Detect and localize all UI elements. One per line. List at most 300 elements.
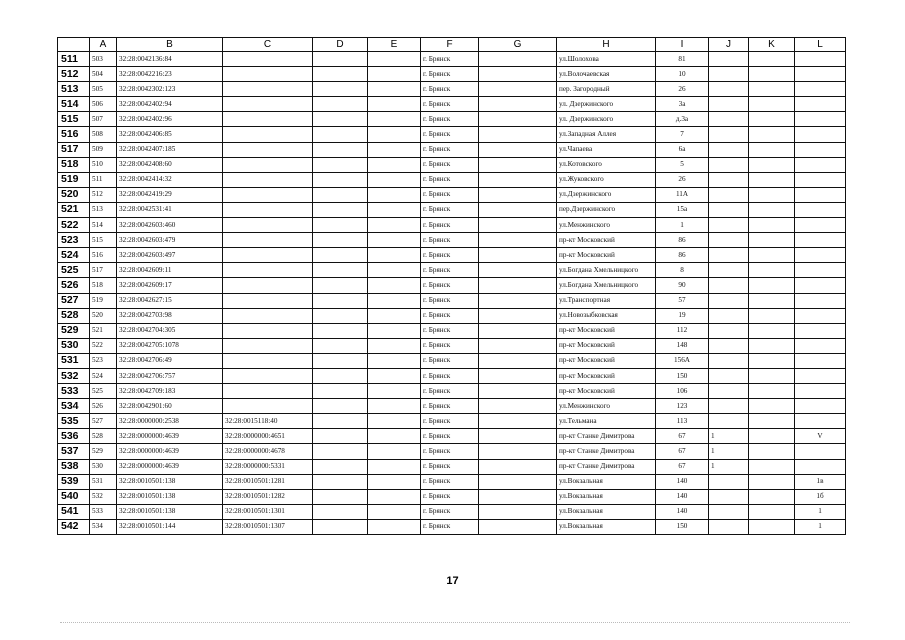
cell-b[interactable]: 32:28:0010501:138 — [117, 474, 223, 489]
cell-a[interactable]: 512 — [90, 187, 117, 202]
cell-c[interactable]: 32:28:0010501:1301 — [223, 504, 313, 519]
cell-d[interactable] — [313, 157, 368, 172]
cell-a[interactable]: 517 — [90, 263, 117, 278]
cell-b[interactable]: 32:28:0000000:4639 — [117, 429, 223, 444]
cell-i[interactable]: 140 — [656, 489, 709, 504]
cell-j[interactable] — [709, 263, 749, 278]
cell-k[interactable] — [749, 368, 795, 383]
cell-f[interactable]: г. Брянск — [421, 429, 479, 444]
cell-g[interactable] — [479, 338, 557, 353]
row-number[interactable]: 531 — [58, 353, 90, 368]
cell-i[interactable]: 113 — [656, 414, 709, 429]
row-number[interactable]: 534 — [58, 399, 90, 414]
cell-g[interactable] — [479, 504, 557, 519]
cell-l[interactable]: 1 — [795, 519, 846, 534]
cell-g[interactable] — [479, 97, 557, 112]
row-number[interactable]: 528 — [58, 308, 90, 323]
cell-i[interactable]: 8 — [656, 263, 709, 278]
cell-d[interactable] — [313, 368, 368, 383]
cell-h[interactable]: пр-кт Московский — [557, 384, 656, 399]
cell-e[interactable] — [368, 67, 421, 82]
cell-i[interactable]: 26 — [656, 172, 709, 187]
cell-j[interactable] — [709, 67, 749, 82]
cell-e[interactable] — [368, 353, 421, 368]
cell-g[interactable] — [479, 248, 557, 263]
row-number[interactable]: 517 — [58, 142, 90, 157]
cell-d[interactable] — [313, 82, 368, 97]
cell-b[interactable]: 32:28:0000000:4639 — [117, 444, 223, 459]
cell-d[interactable] — [313, 414, 368, 429]
cell-c[interactable]: 32:28:0010501:1281 — [223, 474, 313, 489]
cell-j[interactable] — [709, 504, 749, 519]
cell-l[interactable] — [795, 399, 846, 414]
cell-l[interactable] — [795, 414, 846, 429]
cell-l[interactable] — [795, 112, 846, 127]
cell-i[interactable]: 140 — [656, 504, 709, 519]
cell-c[interactable]: 32:28:0000000:5331 — [223, 459, 313, 474]
cell-g[interactable] — [479, 399, 557, 414]
cell-e[interactable] — [368, 293, 421, 308]
cell-c[interactable]: 32:28:0000000:4651 — [223, 429, 313, 444]
cell-d[interactable] — [313, 112, 368, 127]
cell-k[interactable] — [749, 127, 795, 142]
cell-d[interactable] — [313, 263, 368, 278]
cell-g[interactable] — [479, 157, 557, 172]
cell-b[interactable]: 32:28:0042402:96 — [117, 112, 223, 127]
cell-j[interactable] — [709, 293, 749, 308]
row-number[interactable]: 533 — [58, 384, 90, 399]
cell-c[interactable] — [223, 218, 313, 233]
cell-j[interactable] — [709, 323, 749, 338]
cell-d[interactable] — [313, 308, 368, 323]
row-number[interactable]: 527 — [58, 293, 90, 308]
cell-f[interactable]: г. Брянск — [421, 82, 479, 97]
cell-g[interactable] — [479, 414, 557, 429]
cell-l[interactable] — [795, 172, 846, 187]
cell-j[interactable] — [709, 233, 749, 248]
cell-k[interactable] — [749, 218, 795, 233]
cell-c[interactable] — [223, 97, 313, 112]
cell-a[interactable]: 523 — [90, 353, 117, 368]
cell-g[interactable] — [479, 278, 557, 293]
cell-h[interactable]: ул.Жуковского — [557, 172, 656, 187]
cell-g[interactable] — [479, 429, 557, 444]
cell-b[interactable]: 32:28:0042406:85 — [117, 127, 223, 142]
cell-i[interactable]: 10 — [656, 67, 709, 82]
row-number[interactable]: 540 — [58, 489, 90, 504]
cell-f[interactable]: г. Брянск — [421, 218, 479, 233]
row-number[interactable]: 530 — [58, 338, 90, 353]
row-number[interactable]: 525 — [58, 263, 90, 278]
cell-k[interactable] — [749, 353, 795, 368]
cell-g[interactable] — [479, 82, 557, 97]
cell-h[interactable]: ул.Вокзальная — [557, 489, 656, 504]
cell-g[interactable] — [479, 308, 557, 323]
cell-h[interactable]: ул.Тельмана — [557, 414, 656, 429]
cell-b[interactable]: 32:28:0042531:41 — [117, 202, 223, 217]
cell-d[interactable] — [313, 233, 368, 248]
cell-l[interactable] — [795, 218, 846, 233]
cell-g[interactable] — [479, 384, 557, 399]
cell-k[interactable] — [749, 142, 795, 157]
cell-h[interactable]: ул.Шолохова — [557, 52, 656, 67]
cell-k[interactable] — [749, 248, 795, 263]
cell-h[interactable]: ул.Волочаевская — [557, 67, 656, 82]
cell-f[interactable]: г. Брянск — [421, 338, 479, 353]
cell-e[interactable] — [368, 202, 421, 217]
cell-h[interactable]: пр-кт Московский — [557, 323, 656, 338]
cell-f[interactable]: г. Брянск — [421, 399, 479, 414]
cell-i[interactable]: 86 — [656, 248, 709, 263]
cell-h[interactable]: ул.Западная Аллея — [557, 127, 656, 142]
cell-k[interactable] — [749, 384, 795, 399]
cell-k[interactable] — [749, 187, 795, 202]
cell-l[interactable] — [795, 97, 846, 112]
row-number[interactable]: 524 — [58, 248, 90, 263]
row-number[interactable]: 515 — [58, 112, 90, 127]
row-number[interactable]: 520 — [58, 187, 90, 202]
cell-j[interactable] — [709, 353, 749, 368]
row-number[interactable]: 529 — [58, 323, 90, 338]
cell-l[interactable] — [795, 82, 846, 97]
cell-d[interactable] — [313, 504, 368, 519]
cell-f[interactable]: г. Брянск — [421, 112, 479, 127]
cell-e[interactable] — [368, 308, 421, 323]
cell-d[interactable] — [313, 142, 368, 157]
cell-a[interactable]: 533 — [90, 504, 117, 519]
cell-i[interactable]: 57 — [656, 293, 709, 308]
cell-a[interactable]: 532 — [90, 489, 117, 504]
cell-d[interactable] — [313, 97, 368, 112]
cell-e[interactable] — [368, 263, 421, 278]
cell-a[interactable]: 521 — [90, 323, 117, 338]
cell-l[interactable] — [795, 278, 846, 293]
cell-k[interactable] — [749, 414, 795, 429]
cell-h[interactable]: ул.Транспортная — [557, 293, 656, 308]
cell-h[interactable]: ул.Богдана Хмельницкого — [557, 263, 656, 278]
cell-a[interactable]: 518 — [90, 278, 117, 293]
cell-i[interactable]: 150 — [656, 519, 709, 534]
cell-g[interactable] — [479, 519, 557, 534]
cell-j[interactable] — [709, 172, 749, 187]
cell-f[interactable]: г. Брянск — [421, 67, 479, 82]
cell-b[interactable]: 32:28:0042216:23 — [117, 67, 223, 82]
cell-l[interactable] — [795, 233, 846, 248]
row-number[interactable]: 516 — [58, 127, 90, 142]
cell-l[interactable]: 1б — [795, 489, 846, 504]
cell-j[interactable] — [709, 368, 749, 383]
cell-i[interactable]: 123 — [656, 399, 709, 414]
cell-f[interactable]: г. Брянск — [421, 157, 479, 172]
cell-b[interactable]: 32:28:0000000:4639 — [117, 459, 223, 474]
cell-i[interactable]: 156А — [656, 353, 709, 368]
row-number[interactable]: 513 — [58, 82, 90, 97]
cell-c[interactable]: 32:28:0010501:1282 — [223, 489, 313, 504]
cell-a[interactable]: 503 — [90, 52, 117, 67]
row-number[interactable]: 522 — [58, 218, 90, 233]
cell-i[interactable]: 148 — [656, 338, 709, 353]
cell-j[interactable] — [709, 112, 749, 127]
cell-k[interactable] — [749, 172, 795, 187]
cell-a[interactable]: 519 — [90, 293, 117, 308]
cell-i[interactable]: 112 — [656, 323, 709, 338]
cell-e[interactable] — [368, 384, 421, 399]
cell-h[interactable]: пр-кт Станке Димитрова — [557, 444, 656, 459]
cell-k[interactable] — [749, 338, 795, 353]
cell-a[interactable]: 510 — [90, 157, 117, 172]
cell-c[interactable] — [223, 233, 313, 248]
cell-i[interactable]: 67 — [656, 429, 709, 444]
cell-b[interactable]: 32:28:0042709:183 — [117, 384, 223, 399]
cell-e[interactable] — [368, 278, 421, 293]
cell-j[interactable] — [709, 474, 749, 489]
row-number[interactable]: 523 — [58, 233, 90, 248]
cell-j[interactable] — [709, 384, 749, 399]
cell-k[interactable] — [749, 233, 795, 248]
cell-a[interactable]: 506 — [90, 97, 117, 112]
cell-h[interactable]: ул. Дзержинского — [557, 112, 656, 127]
cell-a[interactable]: 505 — [90, 82, 117, 97]
cell-h[interactable]: пр-кт Московский — [557, 338, 656, 353]
cell-k[interactable] — [749, 459, 795, 474]
cell-c[interactable]: 32:28:0010501:1307 — [223, 519, 313, 534]
cell-i[interactable]: 81 — [656, 52, 709, 67]
cell-h[interactable]: пр-кт Московский — [557, 368, 656, 383]
cell-f[interactable]: г. Брянск — [421, 187, 479, 202]
cell-b[interactable]: 32:28:0010501:144 — [117, 519, 223, 534]
cell-l[interactable] — [795, 202, 846, 217]
cell-e[interactable] — [368, 414, 421, 429]
cell-a[interactable]: 525 — [90, 384, 117, 399]
cell-d[interactable] — [313, 429, 368, 444]
cell-d[interactable] — [313, 67, 368, 82]
cell-c[interactable] — [223, 248, 313, 263]
cell-c[interactable] — [223, 384, 313, 399]
cell-h[interactable]: пр-кт Станке Димитрова — [557, 429, 656, 444]
cell-d[interactable] — [313, 202, 368, 217]
cell-h[interactable]: ул.Чапаева — [557, 142, 656, 157]
cell-e[interactable] — [368, 368, 421, 383]
cell-i[interactable]: 15а — [656, 202, 709, 217]
cell-h[interactable]: пер.Дзержинского — [557, 202, 656, 217]
cell-h[interactable]: ул.Вокзальная — [557, 474, 656, 489]
cell-k[interactable] — [749, 82, 795, 97]
row-number[interactable]: 535 — [58, 414, 90, 429]
cell-k[interactable] — [749, 504, 795, 519]
cell-c[interactable] — [223, 308, 313, 323]
cell-e[interactable] — [368, 248, 421, 263]
cell-l[interactable] — [795, 263, 846, 278]
cell-l[interactable] — [795, 157, 846, 172]
cell-f[interactable]: г. Брянск — [421, 384, 479, 399]
cell-f[interactable]: г. Брянск — [421, 489, 479, 504]
cell-a[interactable]: 528 — [90, 429, 117, 444]
cell-a[interactable]: 526 — [90, 399, 117, 414]
cell-d[interactable] — [313, 444, 368, 459]
cell-a[interactable]: 514 — [90, 218, 117, 233]
cell-g[interactable] — [479, 127, 557, 142]
cell-k[interactable] — [749, 67, 795, 82]
cell-k[interactable] — [749, 323, 795, 338]
cell-j[interactable] — [709, 308, 749, 323]
cell-j[interactable] — [709, 489, 749, 504]
cell-k[interactable] — [749, 429, 795, 444]
cell-f[interactable]: г. Брянск — [421, 293, 479, 308]
cell-a[interactable]: 513 — [90, 202, 117, 217]
cell-f[interactable]: г. Брянск — [421, 353, 479, 368]
cell-k[interactable] — [749, 97, 795, 112]
cell-e[interactable] — [368, 52, 421, 67]
cell-a[interactable]: 530 — [90, 459, 117, 474]
cell-c[interactable] — [223, 202, 313, 217]
cell-f[interactable]: г. Брянск — [421, 248, 479, 263]
row-number[interactable]: 539 — [58, 474, 90, 489]
cell-g[interactable] — [479, 202, 557, 217]
cell-k[interactable] — [749, 263, 795, 278]
cell-f[interactable]: г. Брянск — [421, 504, 479, 519]
cell-h[interactable]: ул.Менжинского — [557, 399, 656, 414]
row-number[interactable]: 536 — [58, 429, 90, 444]
cell-c[interactable] — [223, 142, 313, 157]
cell-j[interactable] — [709, 278, 749, 293]
cell-i[interactable]: 5 — [656, 157, 709, 172]
cell-l[interactable]: V — [795, 429, 846, 444]
cell-f[interactable]: г. Брянск — [421, 414, 479, 429]
cell-c[interactable] — [223, 263, 313, 278]
cell-j[interactable] — [709, 97, 749, 112]
cell-k[interactable] — [749, 489, 795, 504]
cell-k[interactable] — [749, 399, 795, 414]
cell-j[interactable] — [709, 187, 749, 202]
cell-j[interactable]: 1 — [709, 459, 749, 474]
cell-d[interactable] — [313, 459, 368, 474]
cell-g[interactable] — [479, 187, 557, 202]
cell-c[interactable] — [223, 187, 313, 202]
cell-k[interactable] — [749, 444, 795, 459]
cell-a[interactable]: 531 — [90, 474, 117, 489]
cell-e[interactable] — [368, 127, 421, 142]
row-number[interactable]: 511 — [58, 52, 90, 67]
cell-e[interactable] — [368, 82, 421, 97]
cell-h[interactable]: пр-кт Станке Димитрова — [557, 459, 656, 474]
cell-f[interactable]: г. Брянск — [421, 459, 479, 474]
cell-b[interactable]: 32:28:0042705:1078 — [117, 338, 223, 353]
cell-l[interactable] — [795, 67, 846, 82]
cell-b[interactable]: 32:28:0042901:60 — [117, 399, 223, 414]
cell-i[interactable]: 140 — [656, 474, 709, 489]
cell-j[interactable] — [709, 399, 749, 414]
cell-b[interactable]: 32:28:0010501:138 — [117, 489, 223, 504]
cell-d[interactable] — [313, 323, 368, 338]
cell-g[interactable] — [479, 459, 557, 474]
cell-b[interactable]: 32:28:0042706:757 — [117, 368, 223, 383]
cell-b[interactable]: 32:28:0000000:2538 — [117, 414, 223, 429]
cell-g[interactable] — [479, 233, 557, 248]
cell-i[interactable]: 3а — [656, 97, 709, 112]
cell-i[interactable]: 150 — [656, 368, 709, 383]
cell-b[interactable]: 32:28:0042414:32 — [117, 172, 223, 187]
cell-g[interactable] — [479, 112, 557, 127]
cell-g[interactable] — [479, 368, 557, 383]
cell-b[interactable]: 32:28:0010501:138 — [117, 504, 223, 519]
cell-f[interactable]: г. Брянск — [421, 278, 479, 293]
cell-d[interactable] — [313, 278, 368, 293]
cell-e[interactable] — [368, 519, 421, 534]
cell-e[interactable] — [368, 504, 421, 519]
cell-d[interactable] — [313, 172, 368, 187]
cell-e[interactable] — [368, 187, 421, 202]
cell-a[interactable]: 515 — [90, 233, 117, 248]
cell-k[interactable] — [749, 202, 795, 217]
cell-e[interactable] — [368, 97, 421, 112]
cell-l[interactable] — [795, 368, 846, 383]
cell-j[interactable] — [709, 218, 749, 233]
cell-b[interactable]: 32:28:0042408:60 — [117, 157, 223, 172]
cell-e[interactable] — [368, 157, 421, 172]
cell-g[interactable] — [479, 263, 557, 278]
row-number[interactable]: 526 — [58, 278, 90, 293]
cell-e[interactable] — [368, 112, 421, 127]
cell-i[interactable]: 106 — [656, 384, 709, 399]
row-number[interactable]: 538 — [58, 459, 90, 474]
cell-c[interactable] — [223, 278, 313, 293]
cell-j[interactable] — [709, 414, 749, 429]
cell-a[interactable]: 508 — [90, 127, 117, 142]
cell-h[interactable]: ул.Новозыбковская — [557, 308, 656, 323]
cell-a[interactable]: 527 — [90, 414, 117, 429]
cell-e[interactable] — [368, 489, 421, 504]
row-number[interactable]: 521 — [58, 202, 90, 217]
cell-f[interactable]: г. Брянск — [421, 444, 479, 459]
cell-j[interactable] — [709, 248, 749, 263]
cell-j[interactable] — [709, 82, 749, 97]
cell-i[interactable]: 7 — [656, 127, 709, 142]
cell-i[interactable]: 86 — [656, 233, 709, 248]
cell-d[interactable] — [313, 519, 368, 534]
cell-e[interactable] — [368, 429, 421, 444]
cell-j[interactable] — [709, 142, 749, 157]
cell-d[interactable] — [313, 187, 368, 202]
cell-i[interactable]: 19 — [656, 308, 709, 323]
cell-i[interactable]: 67 — [656, 444, 709, 459]
cell-h[interactable]: ул.Дзержинского — [557, 187, 656, 202]
cell-c[interactable] — [223, 82, 313, 97]
cell-i[interactable]: д.3а — [656, 112, 709, 127]
cell-e[interactable] — [368, 399, 421, 414]
cell-e[interactable] — [368, 323, 421, 338]
cell-k[interactable] — [749, 278, 795, 293]
cell-d[interactable] — [313, 489, 368, 504]
cell-a[interactable]: 516 — [90, 248, 117, 263]
cell-b[interactable]: 32:28:0042603:479 — [117, 233, 223, 248]
cell-h[interactable]: пр-кт Московский — [557, 353, 656, 368]
cell-h[interactable]: ул.Вокзальная — [557, 504, 656, 519]
cell-c[interactable] — [223, 293, 313, 308]
cell-f[interactable]: г. Брянск — [421, 474, 479, 489]
cell-j[interactable] — [709, 127, 749, 142]
cell-l[interactable] — [795, 353, 846, 368]
cell-e[interactable] — [368, 142, 421, 157]
row-number[interactable]: 512 — [58, 67, 90, 82]
cell-c[interactable] — [223, 157, 313, 172]
cell-k[interactable] — [749, 519, 795, 534]
cell-g[interactable] — [479, 67, 557, 82]
cell-e[interactable] — [368, 459, 421, 474]
cell-f[interactable]: г. Брянск — [421, 308, 479, 323]
row-number[interactable]: 518 — [58, 157, 90, 172]
cell-d[interactable] — [313, 353, 368, 368]
cell-c[interactable] — [223, 112, 313, 127]
